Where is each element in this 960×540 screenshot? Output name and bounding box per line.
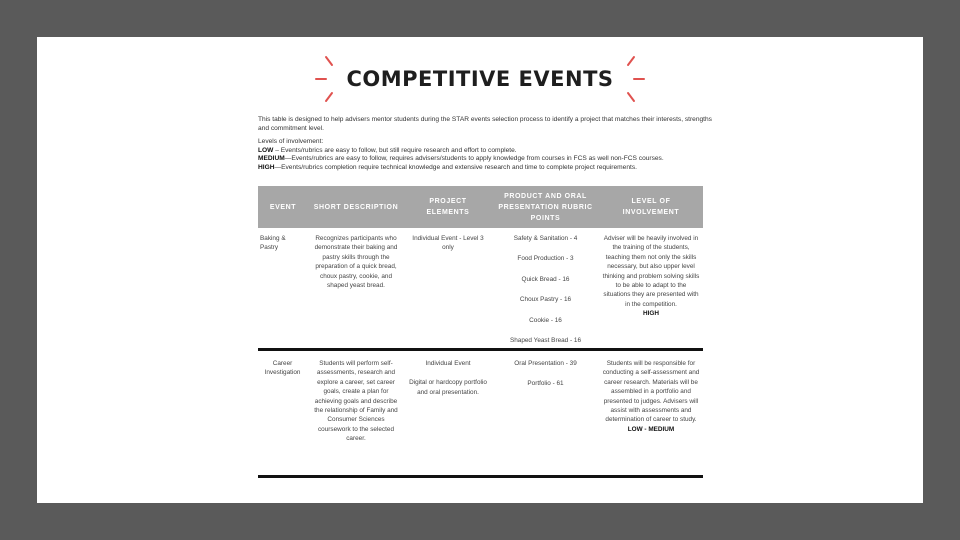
points-item: Food Production - 3 <box>517 255 574 263</box>
points-item: Cookie - 16 <box>529 316 562 324</box>
intro-text: This table is designed to help advisers mentor students during the STAR events selection process to identify a project that matches their interests, strengths and commitment level. <box>258 116 712 132</box>
table-bottom-rule <box>258 475 703 478</box>
points-item: Quick Bread - 16 <box>521 275 570 283</box>
burst-left-icon <box>314 53 340 105</box>
event-description: Recognizes participants who demonstrate their baking and pastry skills through the preparation of a quick bread, choux pastry, cookie, and shaped yeast bread. <box>314 235 398 290</box>
header-elements: PROJECT ELEMENTS <box>426 198 470 216</box>
header-description: SHORT DESCRIPTION <box>313 203 399 211</box>
table-row <box>258 351 703 475</box>
title-area <box>37 67 923 91</box>
points-item: Choux Pastry - 16 <box>519 296 572 304</box>
event-points <box>492 359 599 475</box>
level-high-name: HIGH <box>258 163 275 171</box>
table-row <box>258 228 703 348</box>
event-name: Baking & Pastry <box>260 235 286 252</box>
involvement-level: LOW - MEDIUM <box>627 425 675 433</box>
levels-heading: Levels of involvement: <box>258 138 324 146</box>
slide <box>37 37 923 503</box>
element-item: Digital or hardcopy portfolio and oral presentation. <box>409 379 487 396</box>
intro-section <box>258 116 718 173</box>
header-points: PRODUCT AND ORAL PRESENTATION RUBRIC POINTS <box>498 192 593 222</box>
event-elements <box>404 234 492 356</box>
title-text: COMPETITIVE EVENTS <box>346 67 614 91</box>
involvement-level: HIGH <box>643 310 659 318</box>
involvement-text: Adviser will be heavily involved in the training of the students, teaching them not only the skills necessary, but also upper level thinking and problem solving skills to be able to adapt to the situations they are presented with in the competition. <box>602 235 700 308</box>
level-high-desc: —Events/rubrics completion require technical knowledge and extensive research and time to complete project requirements. <box>274 163 637 171</box>
event-involvement <box>599 359 703 475</box>
points-item: Safety & Sanitation - 4 <box>513 235 578 242</box>
burst-right-icon <box>620 53 646 105</box>
level-medium-name: MEDIUM <box>258 155 285 163</box>
element-item: Individual Event - Level 3 only <box>412 235 484 252</box>
table-header <box>258 186 703 228</box>
event-involvement <box>599 234 703 356</box>
event-name: Career Investigation <box>264 360 301 377</box>
page-title <box>324 67 635 91</box>
element-item: Individual Event <box>425 360 471 367</box>
level-medium <box>258 155 718 164</box>
level-low-desc: – Events/rubrics are easy to follow, but still require research and effort to complete. <box>273 146 517 154</box>
level-low <box>258 147 718 156</box>
involvement-text: Students will be responsible for conducting a self-assessment and career research. Materials will be assembled in a portfolio and presented to judges. Advisers will assist with assessments and determination of career to study. <box>602 360 700 424</box>
points-item: Portfolio - 61 <box>527 380 564 388</box>
event-points <box>492 234 599 356</box>
points-item: Shaped Yeast Bread - 16 <box>509 337 582 345</box>
points-item: Oral Presentation - 39 <box>514 360 577 367</box>
level-medium-desc: —Events/rubrics are easy to follow, requires advisers/students to apply knowledge from courses in FCS as well non-FCS courses. <box>284 155 664 163</box>
header-involvement: LEVEL OF INVOLVEMENT <box>622 198 680 216</box>
level-high <box>258 164 718 173</box>
event-elements <box>404 359 492 475</box>
event-description: Students will perform self-assessments, research and explore a career, set career goals, create a plan for achieving goals and describe the relationship of Family and Consumer Sciences coursework to the selected career. <box>314 360 398 443</box>
header-event: EVENT <box>269 203 297 211</box>
events-table <box>258 186 703 478</box>
level-low-name: LOW <box>258 146 274 154</box>
